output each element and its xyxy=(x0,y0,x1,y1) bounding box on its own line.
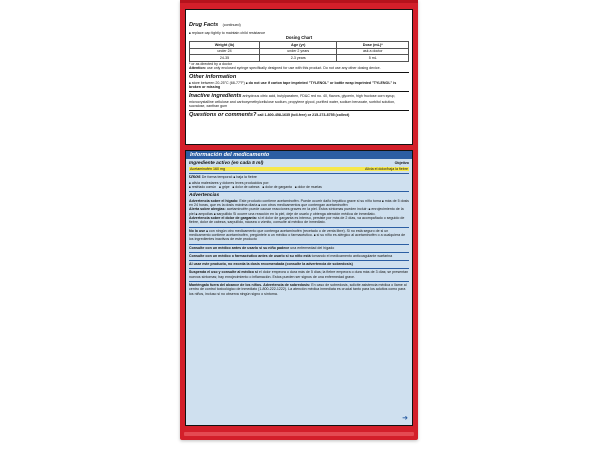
list-item: ■ dolor de muelas xyxy=(295,185,322,189)
box-top-edge xyxy=(180,0,418,3)
when-using-text: Al usar este producto, no exceda la dosis recomendada (consulte la advertencia de sobredosis) xyxy=(189,262,353,267)
as-directed-note: * or as directed by a doctor xyxy=(189,61,232,66)
list-item: ■ sarpullido xyxy=(214,212,232,216)
overdose-text: En caso de sobredosis, solicite asistencia médica o llame al centro de control toxicológico de inmediato (1-800-222-1222). La atención médica inmediata es crucial tanto para los adultos como para los niños, incluso si no observa ningún signo o síntoma. xyxy=(189,283,407,296)
dose-header-age: Age (yr) xyxy=(259,42,337,48)
dose-cell: 24-35 xyxy=(190,55,260,61)
ask-pharmacist-text: tomando el medicamento anticoagulante warfarina xyxy=(311,253,393,258)
active-ingredient-highlight xyxy=(189,167,409,172)
list-item: ■ dolor de cabeza xyxy=(232,185,259,189)
spanish-allergy-warning xyxy=(189,207,409,216)
questions-phone: call 1-800-458-1635 (toll-free) or 215-273-8755 (collect) xyxy=(257,113,350,118)
spanish-ask-doctor-section xyxy=(189,245,409,253)
list-item: ■ ampollas xyxy=(196,212,213,216)
inactive-ingredients-list: anhydrous citric acid, butylparaben, FD&C red no. 40, flavors, glycerin, high fructose corn syrup, microcrystalline cellulose and carboxymethylcellulose sodium, propylene glycol, purified water, sodium benzoate, sorbitol solution, sucralose, xanthan gum xyxy=(189,94,396,108)
active-ingredient-name: Acetaminofén 160 mg xyxy=(190,166,225,171)
tylenol-box-back-panel xyxy=(180,0,418,440)
dose-header-dose: Dose (mL)* xyxy=(337,42,409,48)
drug-facts-continued: (continued) xyxy=(222,23,241,27)
spanish-keep-away-section xyxy=(189,282,409,298)
replace-cap-text: ■ replace cap tightly to maintain child resistance xyxy=(189,31,409,35)
drug-facts-heading xyxy=(189,13,409,31)
spanish-usos-list xyxy=(189,185,409,189)
drug-facts-english-panel xyxy=(185,9,413,145)
stop-use-title: Suspenda el uso y consulte al médico si xyxy=(189,270,258,275)
storage-note: ■ store between 20-25°C (68-77°F) xyxy=(189,81,245,85)
spanish-when-using-section xyxy=(189,261,409,269)
attention-note xyxy=(189,66,409,70)
attention-label: Attention: xyxy=(189,65,206,70)
dose-cell: under 2 years xyxy=(259,48,337,54)
do-not-use-title: No lo use xyxy=(189,228,206,233)
questions-text xyxy=(189,112,409,119)
liver-warning-2: ■ con otros medicamentos que contengan acetaminofén xyxy=(258,203,347,207)
spanish-objective-label: Objetivo xyxy=(394,161,409,165)
keep-away-title: Manténgalo fuera del alcance de los niños. xyxy=(189,283,263,288)
spanish-liver-warning xyxy=(189,199,409,208)
spanish-info-title: Información del medicamento xyxy=(186,151,412,159)
list-item: ■ resfriado común xyxy=(189,185,216,189)
spanish-usos-1: ■ baja la fiebre xyxy=(234,175,257,179)
table-row xyxy=(190,55,409,61)
dosing-chart-title: Dosing Chart xyxy=(285,35,313,41)
inactive-ingredients-text xyxy=(189,93,409,108)
dose-header-weight: Weight (lb) xyxy=(190,42,260,48)
spanish-usos-2: ■ alivia malestares y dolores leves producidos por: xyxy=(189,181,409,185)
dose-cell: under 24 xyxy=(190,48,260,54)
do-not-use-2: ■ si su niño es alérgico al acetaminofén o a cualquiera de los ingredientes inactivos de este producto xyxy=(189,233,405,241)
attention-text: use only enclosed syringe specifically designed for use with this product. Do not use any other dosing device. xyxy=(206,65,381,70)
box-bottom-edge xyxy=(184,432,414,436)
sore-throat-text: si el dolor de garganta es intenso, persiste por más de 2 días, va acompañado o seguido de fiebre, dolor de cabeza, sarpullido, náusea o vómito, consulte al médico de inmediato. xyxy=(189,216,405,225)
inactive-ingredients-section xyxy=(189,92,409,111)
other-information-text xyxy=(189,81,409,90)
liver-warning-1: ■ más de 5 dosis en 24 horas, que es la dosis máxima diaria xyxy=(189,199,409,207)
overdose-title: Advertencia de sobredosis: xyxy=(263,283,311,288)
spanish-warnings-section xyxy=(189,192,409,227)
list-item: ■ gripe xyxy=(219,185,229,189)
spanish-warnings-title: Advertencias xyxy=(189,193,220,199)
stop-use-text: el dolor empeora o dura más de 5 días; la fiebre empeora o dura más de 3 días; se presentan nuevos síntomas; hay enrojecimiento o inflamación. Estos pueden ser signos de una enfermedad grave. xyxy=(189,270,409,279)
spanish-usos-title: Usos xyxy=(189,175,201,181)
drug-facts-title: Drug Facts xyxy=(189,22,219,28)
dose-cell: 2-3 years xyxy=(259,55,337,61)
sore-throat-title: Advertencia sobre el dolor de garganta: xyxy=(189,216,257,221)
dose-cell: ask a doctor xyxy=(337,48,409,54)
do-not-use-1: ■ con ningún otro medicamento que contenga acetaminofén (recetado o de venta libre). Si no está seguro de si un medicamento contiene acetaminofén, pregúntele a un médico o farmacéutico. xyxy=(189,229,388,237)
spanish-active-ingredient-section xyxy=(189,160,409,174)
allergy-warning-text: acetaminofén puede causar reacciones graves en la piel. Estos síntomas pueden incluir: xyxy=(226,207,368,212)
tamper-note: ■ do not use if carton tape imprinted "TYLENOL" or bottle wrap imprinted "TYLENOL" is broken or missing xyxy=(189,81,396,89)
spanish-ask-pharmacist-section xyxy=(189,253,409,261)
spanish-usos-section xyxy=(189,174,409,192)
ask-pharmacist-title: Consulte con un médico o farmacéutico antes de usarlo si su niño está xyxy=(189,253,311,258)
dose-cell: 5 mL xyxy=(337,55,409,61)
ask-doctor-text: una enfermedad del hígado xyxy=(290,245,335,250)
list-item: ■ enrojecimiento de la piel xyxy=(189,207,404,215)
drug-facts-continued-section xyxy=(189,12,409,73)
other-information-title: Other information xyxy=(189,74,237,81)
allergy-warning-title: Alerta sobre alergias: xyxy=(189,207,226,212)
questions-title: Questions or comments? xyxy=(189,112,257,119)
list-item: ■ dolor de garganta xyxy=(262,185,291,189)
other-information-section xyxy=(189,73,409,92)
inactive-ingredients-title: Inactive ingredients xyxy=(189,93,242,100)
allergy-warning-tail: Si ocurre una reacción en la piel, deje de usarlo y obtenga atención médica de inmediato. xyxy=(233,211,376,216)
questions-section xyxy=(189,111,409,121)
spanish-stop-use-section xyxy=(189,269,409,282)
liver-warning-text: Este producto contiene acetaminofén. Puede ocurrir daño hepático grave si su niño toma xyxy=(239,198,381,203)
spanish-active-title: Ingrediente activo (en cada 5 ml) xyxy=(189,161,264,166)
spanish-drug-info-panel xyxy=(185,150,413,426)
spanish-sore-throat-warning xyxy=(189,216,409,225)
ask-doctor-title: Consulte con un médico antes de usarlo si su niño padece xyxy=(189,245,290,250)
spanish-usos-text: De forma temporal: xyxy=(201,175,233,180)
continue-arrow-icon: ➜ xyxy=(402,415,408,422)
spanish-do-not-use-section xyxy=(189,228,409,245)
active-ingredient-purpose: Alivia el dolor/baja la fiebre xyxy=(365,166,408,171)
liver-warning-title: Advertencia sobre el hígado: xyxy=(189,198,239,203)
dosing-chart-table xyxy=(189,41,409,61)
